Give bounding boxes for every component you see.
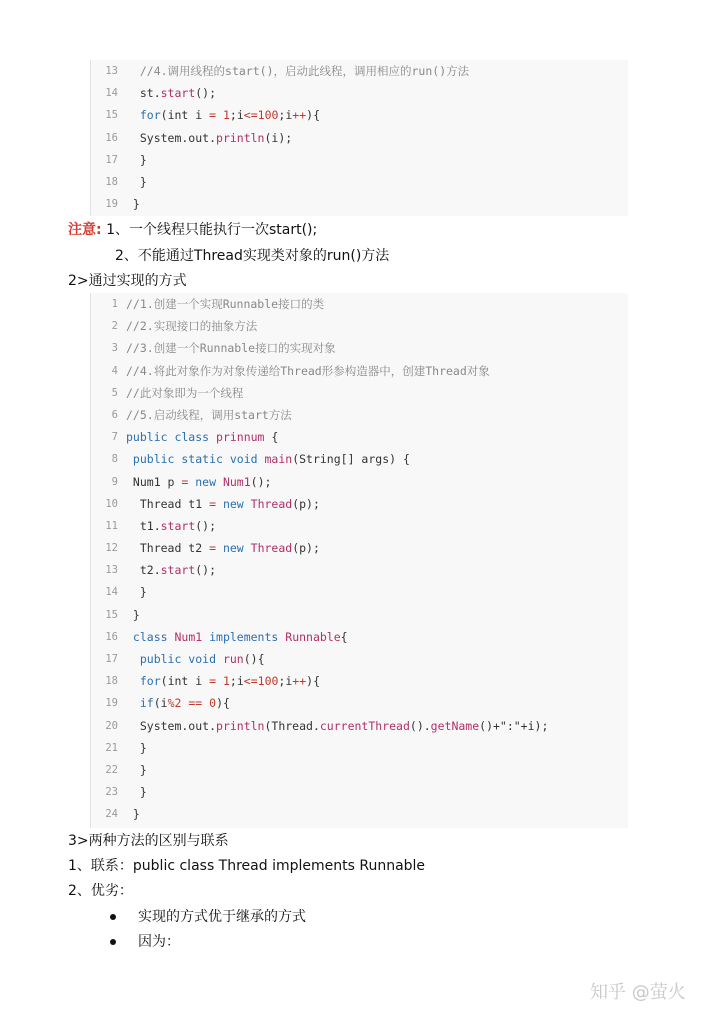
line-number: 9 [111, 475, 118, 488]
code-line [91, 759, 628, 781]
line-number: 12 [105, 542, 118, 555]
line-number: 22 [105, 763, 118, 776]
code-line [91, 781, 628, 803]
code-token: System.out. [126, 718, 217, 733]
code-line [91, 193, 628, 215]
code-token: println [216, 130, 265, 145]
code-token: ;i [229, 674, 244, 689]
code-line [91, 337, 628, 359]
code-token: currentThread [319, 718, 410, 733]
code-line [91, 360, 628, 382]
code-token [216, 108, 223, 122]
line-number: 6 [111, 408, 118, 421]
code-text [126, 471, 271, 493]
line-number: 16 [105, 630, 118, 643]
code-text [126, 149, 147, 171]
code-token: } [126, 585, 147, 600]
code-line [91, 515, 628, 537]
code-text [126, 692, 230, 714]
line-number: 8 [111, 453, 118, 466]
code-token: (int i [160, 674, 210, 689]
code-token: new [216, 496, 251, 511]
code-token: main [264, 452, 293, 467]
code-token: start [160, 86, 196, 101]
code-token: } [126, 197, 140, 212]
line-number: 14 [105, 87, 118, 100]
code-token: ;i [278, 674, 293, 689]
code-token: } [126, 152, 147, 167]
code-token: new [188, 474, 223, 489]
code-token: { [340, 629, 348, 644]
pros-title: 2、优劣： [68, 883, 133, 899]
code-token: ){ [306, 674, 320, 689]
code-token: ;i [278, 108, 293, 123]
code-token: public class [126, 430, 217, 445]
code-token: = [209, 541, 217, 556]
line-number: 4 [111, 364, 118, 377]
code-token: <= [243, 108, 258, 123]
code-text [126, 60, 469, 82]
code-token: 1 [222, 674, 230, 689]
code-line [91, 537, 628, 559]
line-number: 18 [105, 175, 118, 188]
note-item-1: 1、一个线程只能执行一次start(); [106, 222, 318, 238]
line-number: 21 [105, 741, 118, 754]
code-token: = [209, 496, 217, 511]
code-token: ++ [292, 674, 307, 689]
code-token: start [160, 563, 196, 578]
code-line [91, 315, 628, 337]
code-token: //此对象即为一个线程 [126, 385, 244, 400]
line-number: 3 [111, 342, 118, 355]
code-token: (); [195, 518, 217, 533]
code-token: (String[] args) { [292, 452, 410, 467]
code-token: getName [430, 718, 480, 733]
code-token: Thread t2 [126, 541, 210, 556]
code-token: <= [243, 674, 258, 689]
code-text [126, 537, 320, 559]
code-token: if [139, 696, 154, 711]
code-token: % [167, 696, 175, 711]
code-text [126, 382, 243, 404]
code-token [126, 674, 140, 688]
code-token: println [216, 718, 265, 733]
code-token: implements [202, 629, 286, 644]
code-token: //4.调用线程的start()，启动此线程，调用相应的run()方法 [126, 64, 470, 78]
code-block-2 [90, 293, 628, 828]
code-token: Thread [250, 496, 293, 511]
line-number: 19 [105, 198, 118, 211]
line-number: 13 [105, 564, 118, 577]
code-token: ;i [229, 108, 244, 123]
code-text [126, 581, 147, 603]
code-token [126, 696, 140, 710]
code-line [91, 82, 628, 104]
code-token: } [126, 607, 140, 622]
code-text [126, 803, 140, 825]
note-line-1 [68, 220, 317, 240]
code-line [91, 559, 628, 581]
code-line [91, 471, 628, 493]
code-line [91, 104, 628, 126]
code-token: 100 [257, 108, 279, 123]
code-line [91, 604, 628, 626]
code-token: Num1 p [126, 474, 182, 489]
line-number: 15 [105, 608, 118, 621]
code-token: start [160, 518, 196, 533]
line-number: 13 [105, 65, 118, 77]
code-token: { [264, 430, 279, 445]
code-token: 100 [257, 674, 279, 689]
code-text [126, 781, 147, 803]
code-token: run [222, 652, 244, 666]
code-token: } [126, 762, 147, 777]
code-token: (){ [243, 652, 265, 666]
line-number: 17 [105, 653, 118, 665]
code-text [126, 648, 265, 670]
code-text [126, 82, 216, 104]
code-token: Thread [250, 541, 293, 556]
code-token: //4.将此对象作为对象传递给Thread形参构造器中，创建Thread对象 [126, 363, 490, 378]
line-number: 5 [111, 386, 118, 399]
line-number: 14 [105, 586, 118, 599]
code-token: System.out. [126, 130, 217, 145]
line-number: 23 [105, 786, 118, 799]
code-text [126, 315, 257, 337]
code-line [91, 493, 628, 515]
code-text [126, 127, 292, 149]
section-3-title: 3>两种方法的区别与联系 [68, 833, 229, 849]
code-line [91, 626, 628, 648]
code-token: 1 [222, 108, 230, 123]
line-number: 10 [105, 497, 118, 510]
code-text [126, 293, 324, 315]
code-token: ){ [306, 108, 320, 123]
code-text [126, 404, 292, 426]
bullet-dot-2 [110, 939, 116, 945]
code-token: == [181, 696, 210, 711]
code-text [126, 626, 348, 648]
line-number: 19 [105, 697, 118, 710]
code-token: } [126, 174, 147, 189]
code-token: for [139, 674, 161, 689]
code-text [126, 337, 336, 359]
code-token: ){ [216, 696, 230, 711]
code-token: class [126, 629, 175, 644]
code-token: } [126, 807, 140, 822]
line-number: 24 [105, 808, 118, 821]
note-label: 注意: [68, 222, 102, 238]
code-line [91, 737, 628, 759]
code-token: (p); [292, 541, 320, 556]
code-token [126, 108, 140, 122]
code-text [126, 360, 490, 382]
line-number: 16 [105, 131, 118, 144]
code-token: (i); [264, 130, 293, 145]
code-token: public static void [126, 452, 265, 467]
code-token: //1.创建一个实现Runnable接口的类 [126, 297, 325, 311]
code-token: } [126, 740, 147, 755]
code-text [126, 559, 216, 581]
code-line [91, 149, 628, 171]
code-line [91, 404, 628, 426]
code-line [91, 293, 628, 315]
line-number: 7 [111, 431, 118, 444]
line-number: 15 [105, 109, 118, 122]
code-block-1 [90, 60, 628, 216]
code-token: //3.创建一个Runnable接口的实现对象 [126, 341, 336, 356]
code-token: Runnable [285, 629, 341, 644]
code-line [91, 692, 628, 714]
code-token: st. [126, 86, 161, 101]
code-text [126, 737, 147, 759]
code-line [91, 60, 628, 82]
code-line [91, 581, 628, 603]
relation-text: 1、联系：public class Thread implements Runnable [68, 858, 426, 874]
code-token: prinnum [216, 430, 265, 445]
code-line [91, 426, 628, 448]
line-number: 20 [105, 719, 118, 732]
note-item-2: 2、不能通过Thread实现类对象的run()方法 [115, 248, 390, 264]
code-line [91, 670, 628, 692]
code-line [91, 648, 628, 670]
line-number: 18 [105, 675, 118, 688]
code-text [126, 171, 147, 193]
bullet-dot-1 [110, 914, 116, 920]
code-token: (); [250, 474, 272, 489]
code-text [126, 715, 548, 737]
code-token: (i [153, 696, 168, 711]
code-token: = [209, 674, 217, 689]
line-number: 1 [111, 298, 118, 310]
line-number: 2 [111, 320, 118, 333]
code-text [126, 193, 140, 215]
bullet-item-2: 因为： [138, 934, 180, 950]
code-text [126, 759, 147, 781]
code-line [91, 715, 628, 737]
code-text [126, 426, 278, 448]
code-token: (); [195, 86, 217, 101]
code-token [216, 674, 223, 688]
code-token: (p); [292, 496, 320, 511]
code-line [91, 127, 628, 149]
code-token: (int i [160, 108, 210, 123]
code-text [126, 604, 140, 626]
code-token: Num1 [174, 629, 203, 644]
code-token: //2.实现接口的抽象方法 [126, 319, 258, 334]
code-token: for [139, 108, 161, 123]
watermark: 知乎 @萤火 [590, 982, 686, 1003]
section-2-title: 2>通过实现的方式 [68, 273, 187, 289]
code-line [91, 803, 628, 825]
code-token: t2. [126, 563, 161, 578]
code-token: 0 [209, 696, 217, 711]
code-token: ()+":"+i); [479, 718, 549, 733]
code-text [126, 104, 320, 126]
code-text [126, 670, 320, 692]
code-token: ++ [292, 108, 307, 123]
line-number: 11 [105, 519, 118, 532]
code-token: new [216, 541, 251, 556]
code-token: Num1 [222, 474, 251, 489]
code-text [126, 493, 320, 515]
code-token: (Thread. [264, 718, 320, 733]
bullet-item-1: 实现的方式优于继承的方式 [138, 909, 306, 925]
code-text [126, 448, 410, 470]
code-token: 2 [174, 696, 182, 711]
code-token: (); [195, 563, 217, 578]
code-token: = [209, 108, 217, 123]
code-line [91, 448, 628, 470]
code-line [91, 382, 628, 404]
code-token: = [181, 474, 189, 489]
code-token: Thread t1 [126, 496, 210, 511]
code-text [126, 515, 216, 537]
code-token: public void [126, 652, 223, 666]
code-line [91, 171, 628, 193]
code-token: //5.启动线程，调用start方法 [126, 407, 292, 422]
code-token: (). [409, 718, 431, 733]
line-number: 17 [105, 153, 118, 166]
code-token: } [126, 785, 147, 800]
code-token: t1. [126, 518, 161, 533]
